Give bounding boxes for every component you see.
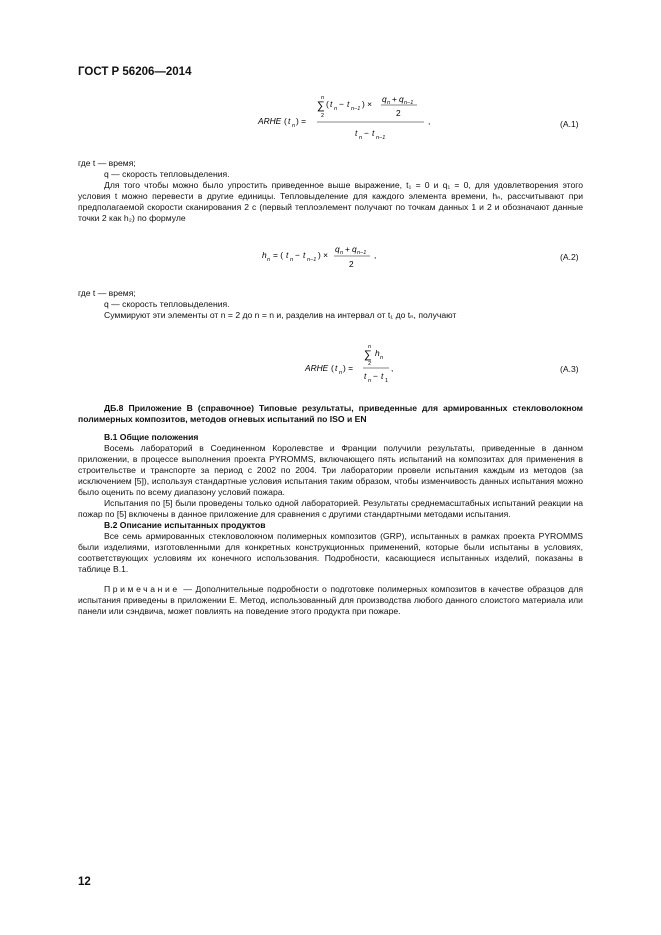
svg-text:q: q — [335, 244, 340, 254]
note — [78, 584, 583, 617]
svg-text:n−1: n−1 — [307, 257, 317, 263]
svg-text:t: t — [303, 250, 306, 260]
formula-a1 — [258, 94, 438, 144]
svg-text:2: 2 — [321, 113, 325, 119]
svg-text:t: t — [288, 116, 291, 126]
formula-a1-graphic — [258, 94, 438, 144]
document-header: ГОСТ Р 56206—2014 — [78, 66, 192, 78]
svg-text:t: t — [372, 128, 375, 138]
svg-text:2: 2 — [396, 108, 401, 118]
definition-t-2: где t — время; — [78, 288, 136, 298]
svg-text:t: t — [355, 128, 358, 138]
equation-number-a2: (A.2) — [560, 252, 579, 262]
svg-text:n: n — [267, 257, 271, 263]
subsection-b2-paragraph-1: Все семь армированных стекловолокном полимерных композитов (GRP), испытанных в рамках проекта PYROMMS были изделиями, изготовленными для конкретных конструкционных применений, которые были испытаны в условиях, соответствующих условиям их конечного использования. Подробности, касающиеся испытанных изделий, показаны в таблице В.1. — [78, 531, 583, 574]
formula-a2-graphic — [262, 243, 412, 273]
svg-text:n: n — [368, 344, 372, 350]
svg-text:) ×: ) × — [318, 250, 329, 260]
paragraph-simplify: Для того чтобы можно было упростить приведенное выше выражение, t₁ = 0 и q₁ = 0, для удовлетворения этого условия t можно перевести в другие единицы. Тепловыделение для каждого элемента времени, hₙ, рассчитывают при предполагаемой скорости сканирования 2 с (первый теплоэлемент получают по точкам данных 1 и 2 и обозначают данные точки 2 как h₂) по формуле — [78, 180, 583, 223]
svg-text:t: t — [330, 99, 333, 109]
definition-q: q — скорость тепловыделения. — [104, 169, 230, 179]
equation-number-a3: (A.3) — [560, 364, 579, 374]
svg-text:t: t — [364, 371, 367, 381]
note-text: — Дополнительные подробности о подготовке полимерных композитов в качестве образцов для испытания приведены в приложении Е. Метод, использованный для производства любого данного слоистого материала или панели или сэндвича, может повлиять на поведение этого продукта при пожаре. — [78, 584, 583, 616]
svg-text:(: ( — [284, 116, 287, 126]
svg-text:−: − — [364, 128, 369, 138]
svg-text:1: 1 — [385, 378, 389, 384]
svg-text:,: , — [428, 116, 431, 126]
subsection-b1-title: В.1 Общие положения — [104, 432, 199, 442]
formula-a3-graphic — [305, 343, 405, 385]
svg-text:q: q — [382, 94, 387, 104]
svg-text:∑: ∑ — [317, 100, 325, 112]
svg-text:ARHE: ARHE — [258, 116, 282, 126]
svg-text:−: − — [373, 371, 378, 381]
paragraph-summation: Суммируют эти элементы от n = 2 до n = n и, разделив на интервал от t₁ до tₙ, получают — [104, 310, 457, 320]
svg-text:= (: = ( — [273, 250, 284, 260]
svg-text:t: t — [381, 371, 384, 381]
svg-text:−: − — [295, 250, 300, 260]
svg-text:−: − — [339, 99, 344, 109]
svg-text:t: t — [286, 250, 289, 260]
svg-text:,: , — [374, 250, 377, 260]
subsection-b1-paragraph-1: Восемь лабораторий в Соединенном Королевстве и Франции получили результаты, приведенные в данном приложении, в процессе выполнения проекта PYROMMS, включающего пять испытаний на композитах для применения в строительстве и транспорте за период с 2002 по 2004. Три лаборатории провели испытания каждым из методов (за исключением [5]), используя стандартные условия испытания таким образом, чтобы изменчивость данных испытания можно было оценить по всему диапазону условий пожара. — [78, 443, 583, 497]
svg-text:,: , — [391, 363, 394, 373]
definitions-block-1 — [78, 158, 583, 224]
svg-text:t: t — [335, 363, 338, 373]
svg-text:ARHE: ARHE — [305, 363, 329, 373]
definitions-block-2 — [78, 288, 583, 321]
svg-text:) ×: ) × — [362, 99, 373, 109]
definition-t: где t — время; — [78, 158, 136, 168]
svg-text:n: n — [292, 123, 296, 129]
svg-text:n−1: n−1 — [404, 100, 414, 106]
svg-text:n: n — [368, 378, 372, 384]
svg-text:) =: ) = — [296, 116, 307, 126]
svg-text:∑: ∑ — [364, 349, 372, 361]
svg-text:h: h — [375, 348, 380, 358]
svg-text:h: h — [262, 250, 267, 260]
svg-text:n: n — [340, 250, 344, 256]
subsection-b1-paragraph-2: Испытания по [5] были проведены только одной лабораторией. Результаты среднемасштабных испытаний реакции на пожар по [5] включены в данное приложение для сравнения с другими стандартными методами испытания. — [78, 498, 583, 519]
definition-q-2: q — скорость тепловыделения. — [104, 299, 230, 309]
svg-text:n: n — [339, 370, 343, 376]
svg-text:t: t — [347, 99, 350, 109]
section-heading: ДБ.8 Приложение В (справочное) Типовые результаты, приведенные для армированных стекловолокном полимерных композитов, методов огневых испытаний по ISO и EN — [78, 403, 583, 424]
svg-text:n: n — [290, 257, 294, 263]
svg-text:) =: ) = — [343, 363, 354, 373]
svg-text:+: + — [345, 244, 350, 254]
svg-text:+: + — [392, 94, 397, 104]
note-label: Примечание — [104, 584, 180, 594]
subsection-b2-title: В.2 Описание испытанных продуктов — [104, 520, 266, 530]
svg-text:n: n — [359, 135, 363, 141]
svg-text:n: n — [321, 95, 325, 101]
svg-text:n−1: n−1 — [357, 250, 367, 256]
svg-text:n: n — [387, 100, 391, 106]
svg-text:n−1: n−1 — [376, 135, 386, 141]
svg-text:q: q — [399, 94, 404, 104]
svg-text:2: 2 — [368, 361, 372, 367]
page-number: 12 — [78, 876, 91, 888]
formula-a3 — [305, 343, 405, 385]
svg-text:2: 2 — [349, 259, 354, 269]
svg-text:n: n — [380, 355, 384, 361]
svg-text:(: ( — [331, 363, 334, 373]
svg-text:(: ( — [326, 99, 329, 109]
section-db8 — [78, 403, 583, 617]
equation-number-a1: (A.1) — [560, 119, 579, 129]
svg-text:q: q — [352, 244, 357, 254]
svg-text:n: n — [334, 106, 338, 112]
formula-a2 — [262, 243, 412, 273]
svg-text:n−1: n−1 — [351, 106, 361, 112]
